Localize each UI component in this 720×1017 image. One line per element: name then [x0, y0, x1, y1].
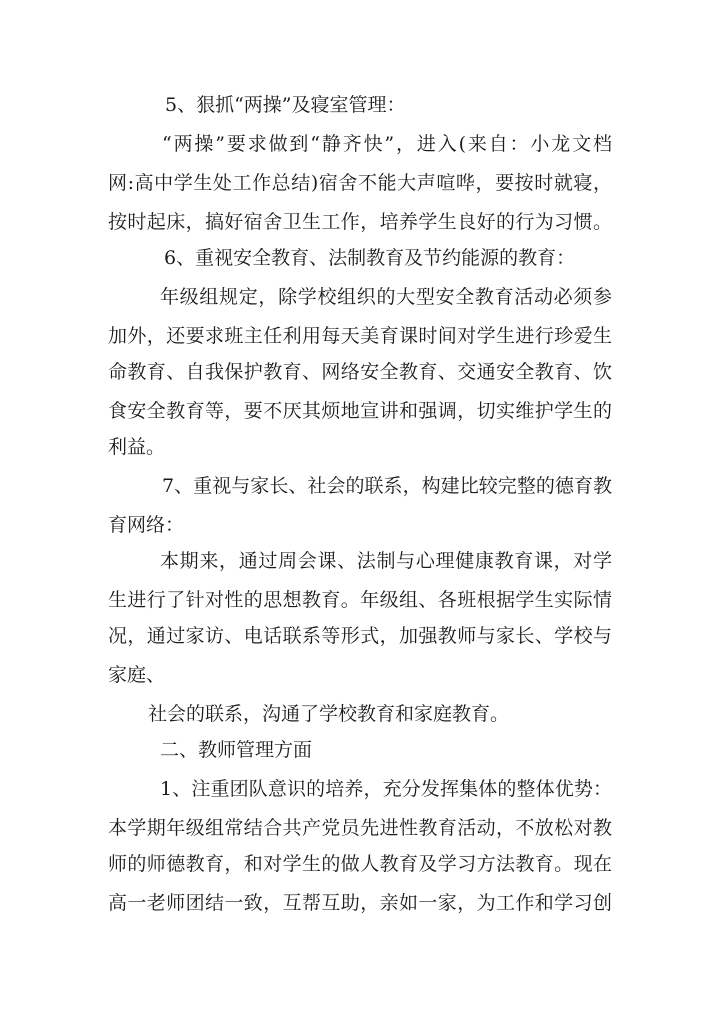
- paragraph-line: “两操”要求做到“静齐快”，进入(来自：小龙文档: [162, 133, 612, 155]
- section-heading-teacher-management: 二、教师管理方面: [160, 739, 313, 761]
- heading-item-6: 6、重视安全教育、法制教育及节约能源的教育：: [164, 247, 576, 269]
- heading-item-1: 1、注重团队意识的培养，充分发挥集体的整体优势：: [160, 778, 612, 800]
- paragraph-line: 利益。: [108, 436, 166, 458]
- paragraph-line: 网:高中学生处工作总结)宿舍不能大声喧哗，要按时就寝，: [108, 172, 612, 194]
- heading-item-7: 7、重视与家长、社会的联系，构建比较完整的德育教: [162, 475, 612, 497]
- paragraph-line: 生进行了针对性的思想教育。年级组、各班根据学生实际情: [108, 589, 612, 611]
- paragraph-line: 本学期年级组常结合共产党员先进性教育活动，不放松对教: [108, 817, 612, 839]
- paragraph-line: 按时起床，搞好宿舍卫生工作，培养学生良好的行为习惯。: [108, 211, 612, 233]
- paragraph-line: 况，通过家访、电话联系等形式，加强教师与家长、学校与: [108, 625, 612, 647]
- heading-item-5: 5、狠抓“两操”及寝室管理：: [165, 94, 406, 116]
- paragraph-line: 高一老师团结一致，互帮互助，亲如一家，为工作和学习创: [108, 892, 612, 914]
- paragraph-line: 食安全教育等，要不厌其烦地宣讲和强调，切实维护学生的: [108, 400, 612, 422]
- paragraph-line: 社会的联系，沟通了学校教育和家庭教育。: [148, 703, 510, 725]
- paragraph-line: 师的师德教育，和对学生的做人教育及学习方法教育。现在: [108, 853, 612, 875]
- paragraph-line: 家庭、: [108, 664, 166, 686]
- paragraph-line: 年级组规定，除学校组织的大型安全教育活动必须参: [160, 286, 612, 308]
- paragraph-line: 本期来，通过周会课、法制与心理健康教育课，对学: [160, 550, 612, 572]
- paragraph-line: 命教育、自我保护教育、网络安全教育、交通安全教育、饮: [108, 361, 612, 383]
- paragraph-line: 加外，还要求班主任利用每天美育课时间对学生进行珍爱生: [108, 325, 612, 347]
- heading-item-7-continued: 育网络：: [108, 514, 185, 536]
